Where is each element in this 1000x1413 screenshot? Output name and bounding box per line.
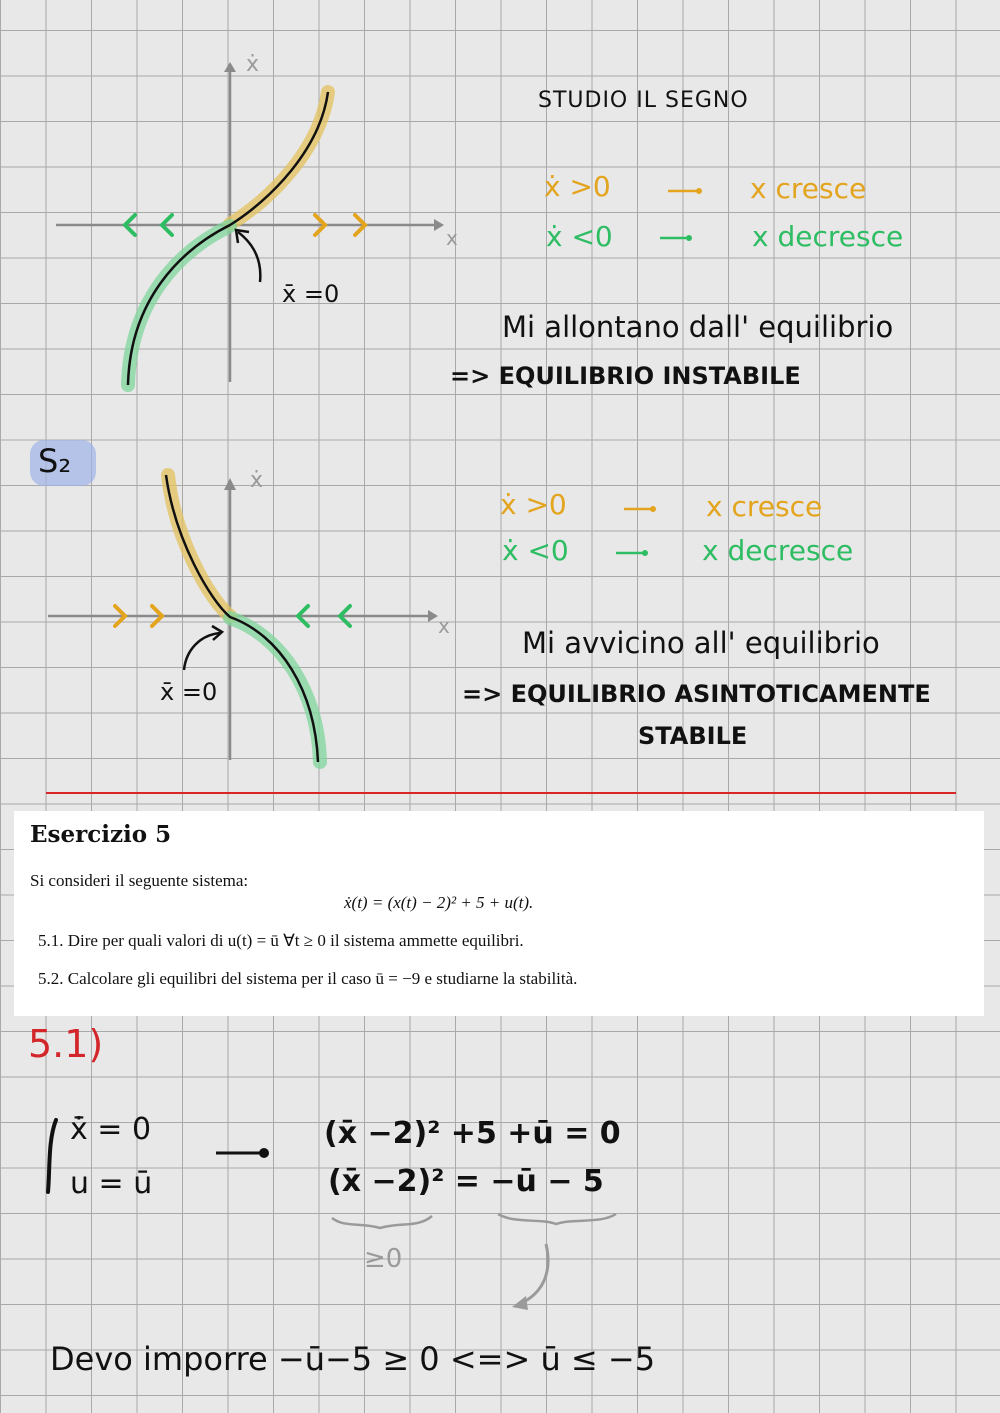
system-line-2: u = ū — [70, 1166, 153, 1201]
s2-negative-condition: ẋ <0 — [502, 534, 569, 567]
exercise-item-1: 5.1. Dire per quali valori di u(t) = ū ∀t ≥ 0 il sistema ammette equilibri. — [38, 931, 524, 950]
exercise-intro: Si consideri il seguente sistema: — [30, 871, 249, 890]
remark-moving-away: Mi allontano dall' equilibrio — [502, 310, 894, 344]
equilibrium-label: x̄ =0 — [282, 280, 340, 308]
s2-positive-condition: ẋ >0 — [500, 488, 567, 521]
negative-result: x decresce — [752, 220, 904, 253]
s2-label: S₂ — [38, 442, 72, 480]
s2-remark-approaching: Mi avvicino all' equilibrio — [522, 626, 880, 660]
s2-equilibrium-label: x̄ =0 — [160, 678, 218, 706]
s2-positive-result: x cresce — [706, 490, 823, 523]
solution-label: 5.1) — [28, 1022, 104, 1066]
axis-x-label: x — [446, 226, 458, 250]
s2-axis-ydot-label: ẋ — [250, 468, 264, 493]
positive-condition: ẋ >0 — [544, 170, 611, 203]
exercise-equation: ẋ(t) = (x(t) − 2)² + 5 + u(t). — [344, 893, 534, 912]
equation-line-2: (x̄ −2)² = −ū − 5 — [328, 1164, 604, 1199]
nonnegative-note: ≥0 — [364, 1244, 403, 1274]
positive-result: x cresce — [750, 172, 867, 205]
s2-negative-result: x decresce — [702, 534, 854, 567]
equation-line-1: (x̄ −2)² +5 +ū = 0 — [324, 1116, 621, 1151]
negative-condition: ẋ <0 — [546, 220, 613, 253]
axis-ydot-label: ẋ — [246, 52, 260, 77]
s2-conclusion-line2: STABILE — [638, 722, 748, 750]
s2-conclusion: => EQUILIBRIO ASINTOTICAMENTE — [462, 680, 931, 708]
condition-statement: Devo imporre −ū−5 ≥ 0 <=> ū ≤ −5 — [50, 1340, 656, 1378]
exercise-item-2: 5.2. Calcolare gli equilibri del sistema per il caso ū = −9 e studiarne la stabilità. — [38, 969, 578, 988]
s2-axis-x-label: x — [438, 614, 450, 638]
heading-sign-study: STUDIO IL SEGNO — [538, 88, 749, 113]
exercise-title: Esercizio 5 — [30, 821, 172, 848]
conclusion-unstable: => EQUILIBRIO INSTABILE — [450, 362, 801, 390]
system-line-1: x̄̇ = 0 — [70, 1112, 152, 1147]
